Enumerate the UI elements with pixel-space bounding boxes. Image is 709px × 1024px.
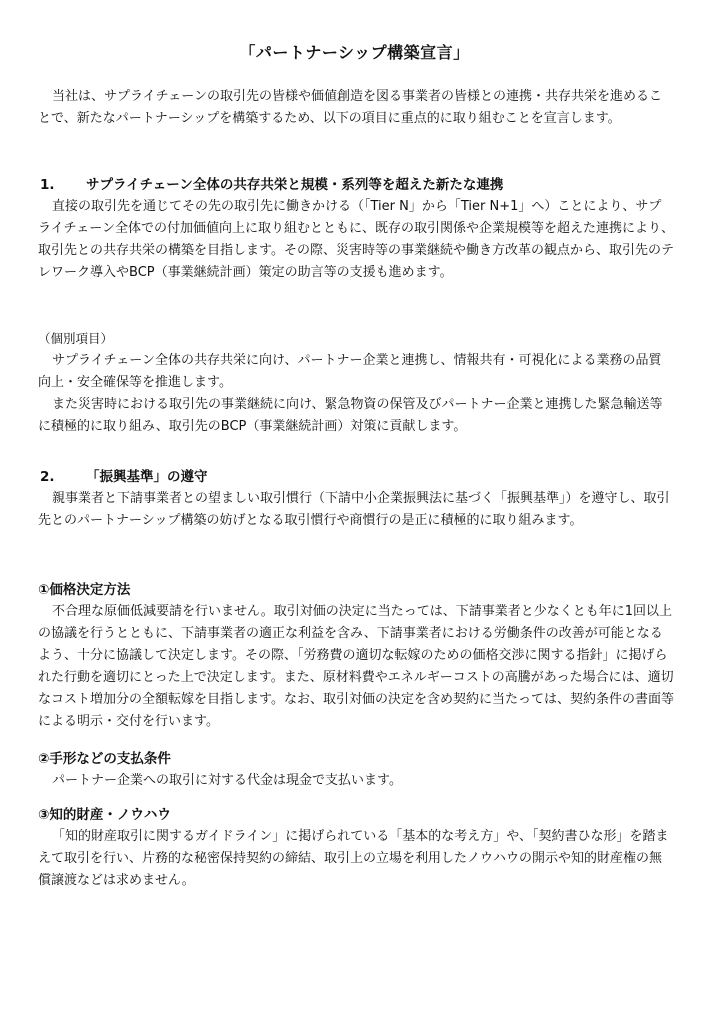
- section-1-number: 1.: [40, 177, 55, 193]
- section-2-title: 「振興基準」の遵守: [86, 469, 208, 485]
- intro-text: 当社は、サプライチェーンの取引先の皆様や価値創造を図る事業者の皆様との連携・共存共栄を進めることで、新たなパートナーシップを構築するため、以下の項目に重点的に取り組むことを宣言します。: [38, 89, 662, 126]
- intro-paragraph: [38, 86, 674, 130]
- section-2-number: 2.: [40, 469, 55, 485]
- subsection-price: [38, 579, 674, 733]
- section-1-title: サプライチェーン全体の共存共栄と規模・系列等を超えた新たな連携: [86, 177, 504, 193]
- individual-items-label: （個別項目）: [38, 331, 114, 346]
- section-1: [38, 174, 674, 284]
- section-1-heading: [38, 174, 674, 196]
- individual-items: [38, 328, 674, 438]
- section-2: [38, 466, 674, 532]
- document-title: 「パートナーシップ構築宣言」: [239, 43, 470, 62]
- subsection-price-heading: ①価格決定方法: [38, 582, 131, 598]
- subsection-payment-heading: ②手形などの支払条件: [38, 751, 171, 767]
- individual-item-2: また災害時における取引先の事業継続に向け、緊急物資の保管及びパートナー企業と連携した緊急輸送等に積極的に取り組み、取引先のBCP（事業継続計画）対策に貢献します。: [38, 397, 663, 434]
- section-1-body: 直接の取引先を通じてその先の取引先に働きかける（「Tier N」から「Tier N+1」へ）ことにより、サプライチェーン全体での付加価値向上に取り組むとともに、既存の取引関係や企業規模等を超えた連携により、取引先との共存共栄の構築を目指します。その際、災害時等の事業継続や働き方改革の観点から、取引先のテレワーク導入やBCP（事業継続計画）策定の助言等の支援も進めます。: [38, 199, 674, 280]
- subsection-payment-body: パートナー企業への取引に対する代金は現金で支払います。: [52, 773, 402, 788]
- subsection-payment: [38, 748, 674, 792]
- subsection-ip-heading: ③知的財産・ノウハウ: [38, 807, 171, 823]
- section-2-heading: [38, 466, 674, 488]
- section-2-body: 親事業者と下請事業者との望ましい取引慣行（下請中小企業振興法に基づく「振興基準」）を遵守し、取引先とのパートナーシップ構築の妨げとなる取引慣行や商慣行の是正に積極的に取り組みます。: [38, 491, 670, 528]
- subsection-ip: [38, 804, 674, 892]
- individual-item-1: サプライチェーン全体の共存共栄に向け、パートナー企業と連携し、情報共有・可視化による業務の品質向上・安全確保等を推進します。: [38, 353, 662, 390]
- subsection-price-body: 不合理な原価低減要請を行いません。取引対価の決定に当たっては、下請事業者と少なくとも年に1回以上の協議を行うとともに、下請事業者の適正な利益を含み、下請事業者における労働条件の改善が可能となるよう、十分に協議して決定します。その際、「労務費の適切な転嫁のための価格交渉に関する指針」に掲げられた行動を適切にとった上で決定します。また、原材料費やエネルギーコストの高騰があった場合には、適切なコスト増加分の全額転嫁を目指します。なお、取引対価の決定を含め契約に当たっては、契約条件の書面等による明示・交付を行います。: [38, 604, 674, 729]
- subsection-ip-body: 「知的財産取引に関するガイドライン」に掲げられている「基本的な考え方」や、「契約書ひな形」を踏まえて取引を行い、片務的な秘密保持契約の締結、取引上の立場を利用したノウハウの開示や知的財産権の無償譲渡などは求めません。: [38, 829, 669, 888]
